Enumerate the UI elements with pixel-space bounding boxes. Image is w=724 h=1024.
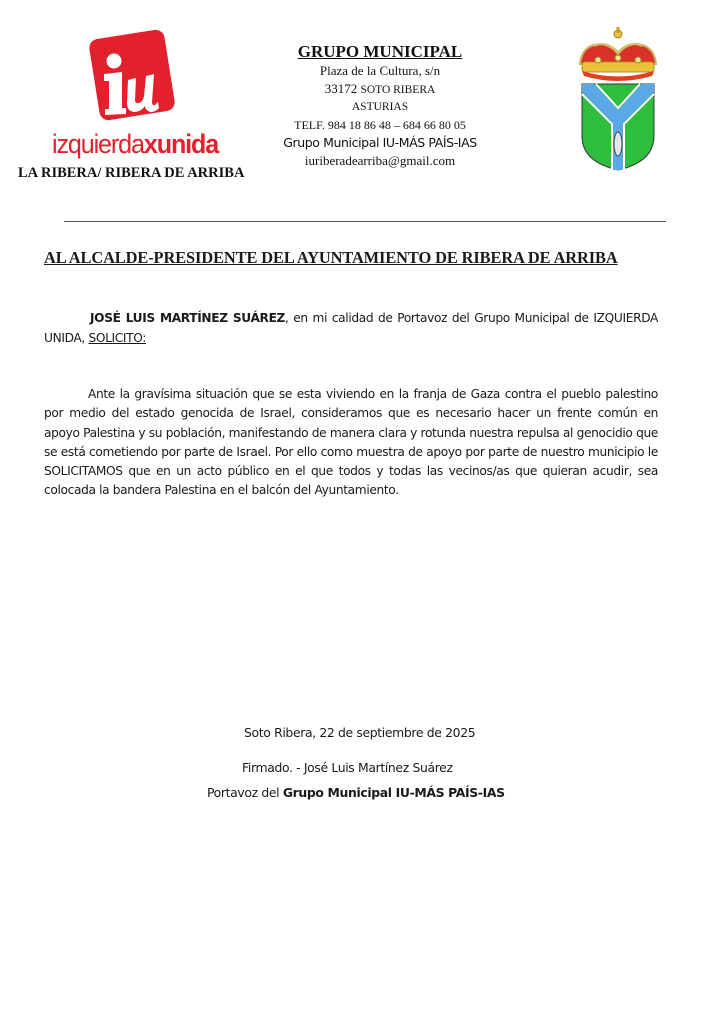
region: ASTURIAS [351,101,409,113]
phone-numbers: TELF. 984 18 86 48 – 684 66 80 05 [294,117,466,132]
role-group: Grupo Municipal IU-MÁS PAÍS-IAS [282,785,505,800]
iu-wordmark-bold: xunida [143,129,219,159]
local-group-name: LA RIBERA/ RIBERA DE ARRIBA [18,165,245,181]
letterhead-contact [258,42,502,170]
postal-code: 33172 [324,80,358,96]
fish-icon [614,132,622,156]
place-date: Soto Ribera, 22 de septiembre de 2025 [244,725,476,740]
postal-town-line [258,80,502,100]
group-name: Grupo Municipal IU-MÁS PAÍS-IAS [283,135,477,150]
body-paragraph [44,385,658,501]
letterhead-title: GRUPO MUNICIPAL [297,42,463,61]
request-label: SOLICITO: [88,330,147,345]
role-prefix: Portavoz del [207,785,283,800]
petitioner-name: JOSÉ LUIS MARTÍNEZ SUÁREZ [90,311,286,325]
signed-by: Firmado. - José Luis Martínez Suárez [242,760,453,775]
body-text: Ante la gravísima situación que se esta viviendo en la franja de Gaza contra el pueblo palestino por medio del estado genocida de Israel, consideramos que es necesario hacer un frente común en apoyo Palestina y su población, manifestando de manera clara y rotunda nuestra repulsa al genocidio que se está cometiendo por parte de Israel. Por ello como muestra de apoyo por parte de nuestro municipio le SOLICITAMOS que en un acto público en el que todos y todas las vecinos/as que quieran acudir, sea colocada la bandera Palestina en el balcón del Ayuntamiento. [44,387,658,498]
town: SOTO RIBERA [360,83,436,96]
crown-icon [580,27,656,81]
intro-paragraph [44,309,658,348]
email-link[interactable]: iuriberadearriba@gmail.com [304,153,456,168]
address-line: Plaza de la Cultura, s/n [319,63,441,78]
iu-wordmark-thin: izquierda [52,129,144,159]
iu-wordmark [52,131,218,158]
shield-icon [582,84,654,170]
iu-logo [88,28,176,122]
intro-text: , en mi calidad de Portavoz del Grupo Municipal de IZQUIERDA UNIDA, [44,311,658,345]
header-divider [64,221,666,222]
signer-role [207,785,505,800]
coat-of-arms [572,24,664,174]
addressee-heading: AL ALCALDE-PRESIDENTE DEL AYUNTAMIENTO DE RIBERA DE ARRIBA [44,248,618,267]
